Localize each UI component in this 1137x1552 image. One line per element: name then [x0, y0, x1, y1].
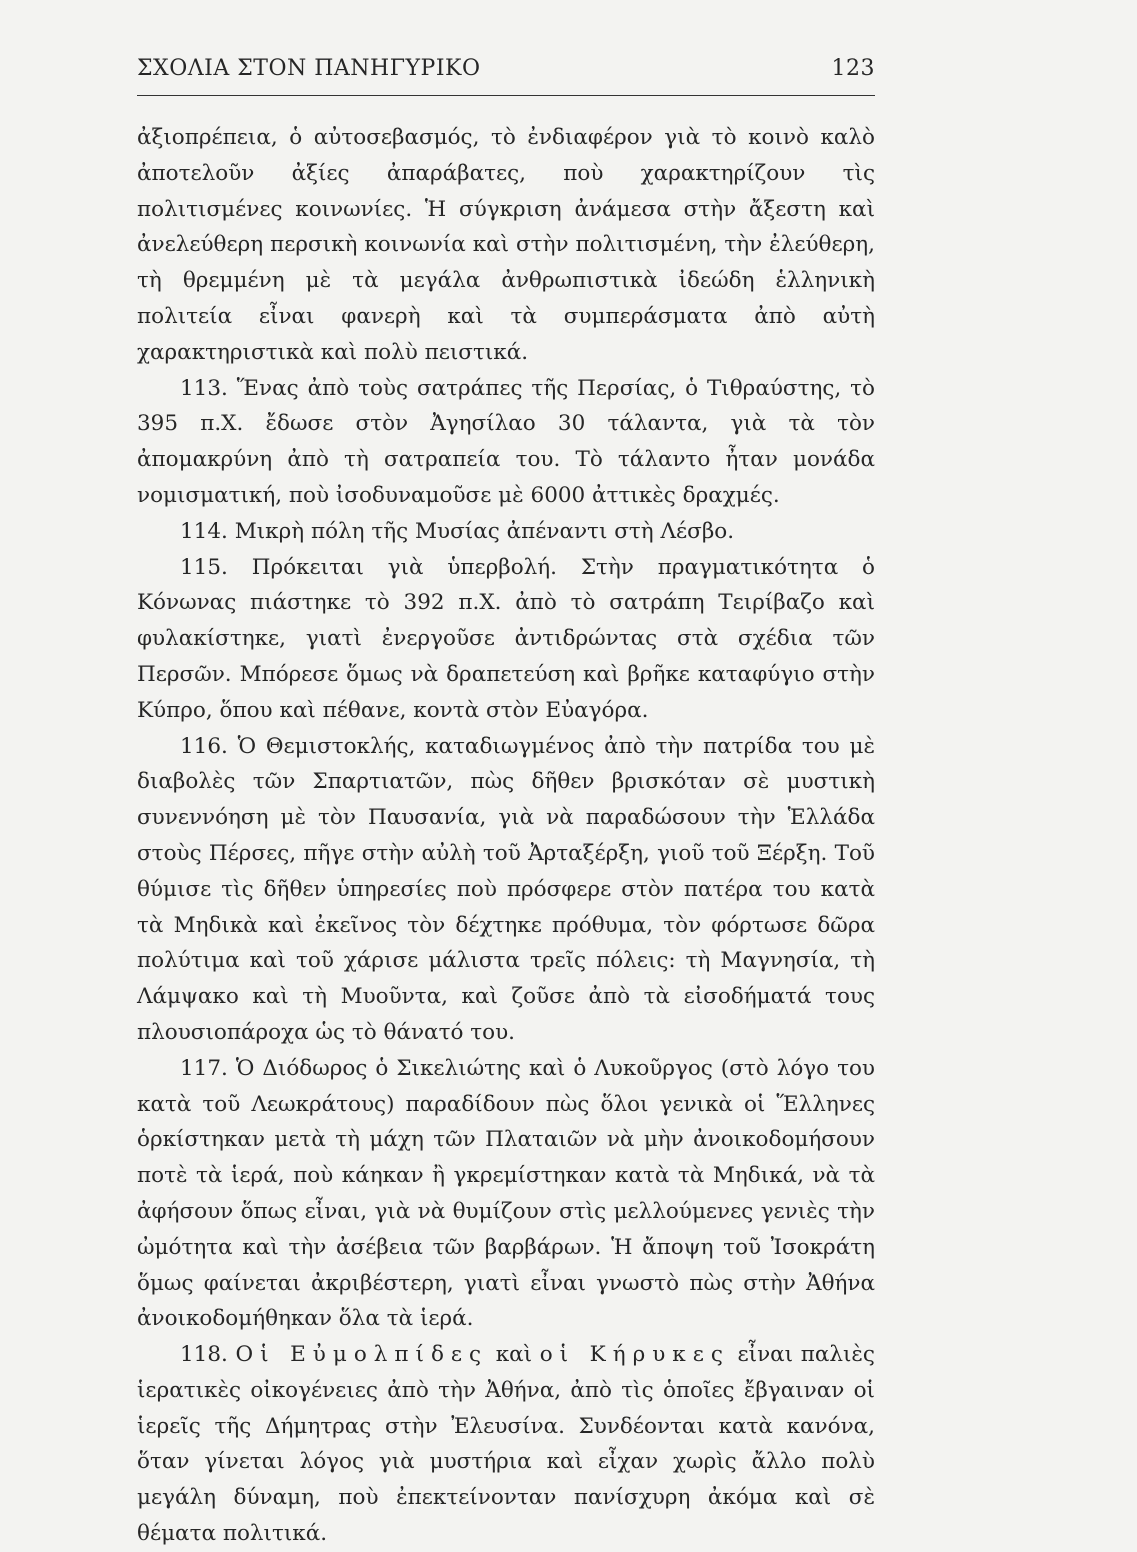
note-117 — [137, 1051, 875, 1337]
note-116 — [137, 729, 875, 1051]
spaced-term-eumolpides: Οἱ Εὐμολπίδες — [235, 1342, 489, 1368]
note-text: Μικρὴ πόλη τῆς Μυσίας ἀπέναντι στὴ Λέσβο. — [234, 518, 735, 544]
note-number: 113. — [180, 375, 228, 401]
running-header — [137, 56, 875, 81]
note-text: Ὁ Θεμιστοκλής, καταδιωγμένος ἀπὸ τὴν πατρίδα του μὲ διαβολὲς τῶν Σπαρτιατῶν, πὼς δῆθεν βρισκόταν σὲ μυστικὴ συνεννόηση μὲ τὸν Παυσανία, γιὰ νὰ παραδώσουν τὴν Ἑλλάδα στοὺς Πέρσες, πῆγε στὴν αὐλὴ τοῦ Ἀρταξέρξη, γιοῦ τοῦ Ξέρξη. Τοῦ θύμισε τὶς δῆθεν ὑπηρεσίες ποὺ πρόσφερε στὸν πατέρα του κατὰ τὰ Μηδικὰ καὶ ἐκεῖνος τὸν δέχτηκε πρόθυμα, τὸν φόρτωσε δῶρα πολύτιμα καὶ τοῦ χάρισε μάλιστα τρεῖς πόλεις: τὴ Μαγνησία, τὴ Λάμψακο καὶ τὴ Μυοῦντα, καὶ ζοῦσε ἀπὸ τὰ εἰσοδήματά τους πλουσιοπάροχα ὡς τὸ θάνατό του. — [137, 733, 875, 1045]
page-number: 123 — [831, 56, 875, 81]
note-number: 114. — [180, 518, 228, 544]
running-title: ΣΧΟΛΙΑ ΣΤΟΝ ΠΑΝΗΓΥΡΙΚΟ — [137, 56, 481, 81]
continuation-paragraph: ἀξιοπρέπεια, ὁ αὐτοσεβασμός, τὸ ἐνδιαφέρον γιὰ τὸ κοινὸ καλὸ ἀποτελοῦν ἀξίες ἀπαράβατες, ποὺ χαρακτηρίζουν τὶς πολιτισμένες κοινωνίες. Ἡ σύγκριση ἀνάμεσα στὴν ἄξεστη καὶ ἀνελεύθερη περσικὴ κοινωνία καὶ στὴν πολιτισμένη, τὴν ἐλεύθερη, τὴ θρεμμένη μὲ τὰ μεγάλα ἀνθρωπιστικὰ ἰδεώδη ἑλληνικὴ πολιτεία εἶναι φανερὴ καὶ τὰ συμπεράσματα ἀπὸ αὐτὴ χαρακτηριστικὰ καὶ πολὺ πειστικά. — [137, 125, 875, 365]
conjunction: καὶ — [495, 1342, 533, 1368]
notes-text — [137, 120, 875, 1552]
note-114 — [137, 514, 875, 550]
note-number: 117. — [180, 1055, 228, 1081]
spaced-term-kerykes: οἱ Κήρυκες — [539, 1342, 730, 1368]
note-text: Ἕνας ἀπὸ τοὺς σατράπες τῆς Περσίας, ὁ Τιθραύστης, τὸ 395 π.Χ. ἔδωσε στὸν Ἀγησίλαο 30 τάλαντα, γιὰ τὰ τὸν ἀπομακρύνη ἀπὸ τὴ σατραπεία του. Τὸ τάλαντο ἦταν μονάδα νομισματική, ποὺ ἰσοδυναμοῦσε μὲ 6000 ἀττικὲς δραχμές. — [137, 375, 875, 508]
note-text: Πρόκειται γιὰ ὑπερβολή. Στὴν πραγματικότητα ὁ Κόνωνας πιάστηκε τὸ 392 π.Χ. ἀπὸ τὸ σατράπη Τειρίβαζο καὶ φυλακίστηκε, γιατὶ ἐνεργοῦσε ἀντιδρώντας στὰ σχέδια τῶν Περσῶν. Μπόρεσε ὅμως νὰ δραπετεύση καὶ βρῆκε καταφύγιο στὴν Κύπρο, ὅπου καὶ πέθανε, κοντὰ στὸν Εὐαγόρα. — [137, 554, 875, 723]
note-number: 115. — [180, 554, 228, 580]
note-118 — [137, 1337, 875, 1552]
note-115 — [137, 550, 875, 729]
note-text: εἶναι παλιὲς ἱερατικὲς οἰκογένειες ἀπὸ τὴν Ἀθήνα, ἀπὸ τὶς ὁποῖες ἔβγαιναν οἱ ἱερεῖς τῆς Δήμητρας στὴν Ἐλευσίνα. Συνδέονται κατὰ κανόνα, ὅταν γίνεται λόγος γιὰ μυστήρια καὶ εἶχαν χωρὶς ἄλλο πολὺ μεγάλη δύναμη, ποὺ ἐπεκτείνονταν πανίσχυρη ἀκόμα καὶ σὲ θέματα πολιτικά. — [137, 1342, 875, 1547]
note-number: 118. — [180, 1342, 228, 1368]
note-113 — [137, 371, 875, 514]
header-rule — [137, 95, 875, 96]
note-text: Ὁ Διόδωρος ὁ Σικελιώτης καὶ ὁ Λυκοῦργος (στὸ λόγο του κατὰ τοῦ Λεωκράτους) παραδίδουν πὼς ὅλοι γενικὰ οἱ Ἕλληνες ὁρκίστηκαν μετὰ τὴ μάχη τῶν Πλαταιῶν νὰ μὴν ἀνοικοδομήσουν ποτὲ τὰ ἱερά, ποὺ κάηκαν ἢ γκρεμίστηκαν κατὰ τὰ Μηδικά, νὰ τὰ ἀφήσουν ὅπως εἶναι, γιὰ νὰ θυμίζουν στὶς μελλούμενες γενιὲς τὴν ὠμότητα καὶ τὴν ἀσέβεια τῶν βαρβάρων. Ἡ ἄποψη τοῦ Ἰσοκράτη ὅμως φαίνεται ἀκριβέστερη, γιατὶ εἶναι γνωστὸ πὼς στὴν Ἀθήνα ἀνοικοδομήθηκαν ὅλα τὰ ἱερά. — [137, 1055, 875, 1332]
note-number: 116. — [180, 733, 228, 759]
